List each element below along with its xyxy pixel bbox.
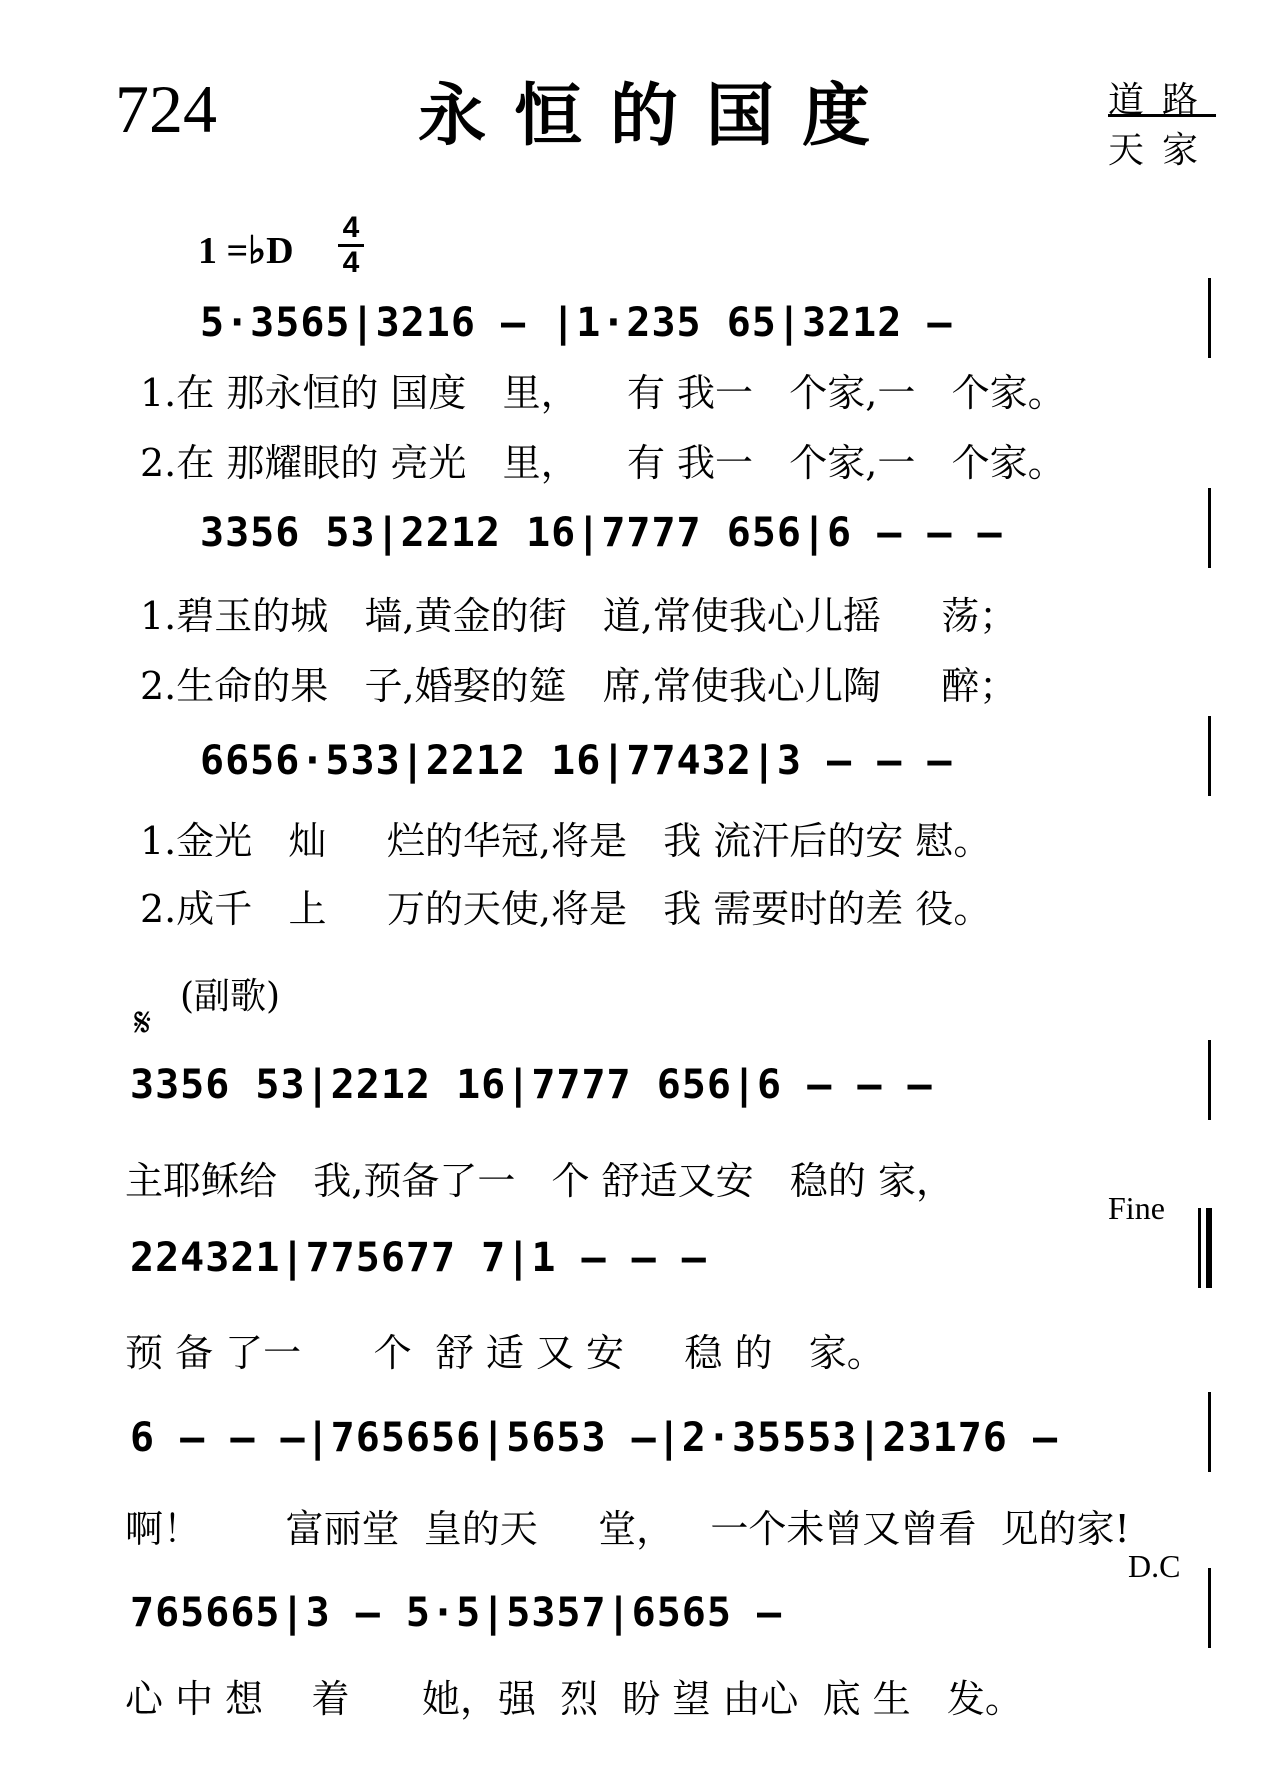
notation-line-7: 765665|3 – 5·5|5357|6565 – [130, 1590, 783, 1636]
key-signature: 1 =♭D [198, 230, 294, 272]
bar-final-thick [1206, 1208, 1212, 1288]
credit-line-2: 天家 [1108, 130, 1217, 171]
lyric-line-1-1: 1.在 那永恒的 国度 里， 有 我一 个家,一 个家。 [140, 371, 1066, 415]
chorus-label: (副歌) [180, 976, 281, 1017]
notation-line-6: 6 – – –|765656|5653 –|2·35553|23176 – [130, 1415, 1059, 1461]
credit-line-1: 道路 [1108, 80, 1217, 121]
lyric-line-4: 主耶稣给 我,预备了一 个 舒适又安 稳的 家， [125, 1159, 954, 1203]
notation-line-1: 5·3565|3216 – |1·235 65|3212 – [200, 300, 953, 346]
bar-end-2 [1208, 488, 1211, 568]
notation-line-4: 3356 53|2212 16|7777 656|6 – – – [130, 1062, 933, 1108]
bar-end-4 [1208, 1040, 1211, 1120]
bar-end-6 [1208, 1392, 1211, 1472]
bar-final-thin [1198, 1208, 1201, 1288]
segno-icon: 𝄋 [134, 1000, 152, 1046]
notation-line-5: 224321|775677 7|1 – – – [130, 1235, 707, 1281]
bar-end-7 [1208, 1568, 1211, 1648]
dc-marker: D.C [1128, 1548, 1181, 1584]
hymn-title: 永恒的国度 [418, 76, 899, 156]
lyric-line-3-2: 2.成千 上 万的天使,将是 我 需要时的差 役。 [140, 887, 992, 931]
lyric-line-6: 啊！ 富丽堂 皇的天 堂， 一个未曾又曾看 见的家! [125, 1507, 1130, 1551]
bar-end-3 [1208, 716, 1211, 796]
time-bottom: 4 [342, 246, 360, 279]
lyric-line-2-2: 2.生命的果 子,婚娶的筵 席,常使我心儿陶 醉； [140, 664, 1018, 708]
lyric-line-2-1: 1.碧玉的城 墙,黄金的街 道,常使我心儿摇 荡； [140, 594, 1018, 638]
notation-line-3: 6656·533|2212 16|77432|3 – – – [200, 738, 953, 784]
lyric-line-7: 心 中 想 着 她，强 烈 盼 望 由心 底 生 发。 [125, 1677, 1023, 1721]
time-top: 4 [342, 211, 360, 244]
lyric-line-1-2: 2.在 那耀眼的 亮光 里， 有 我一 个家,一 个家。 [140, 441, 1066, 485]
notation-line-2: 3356 53|2212 16|7777 656|6 – – – [200, 510, 1003, 556]
bar-end-1 [1208, 278, 1211, 358]
time-signature [338, 212, 364, 279]
lyric-line-3-1: 1.金光 灿 烂的华冠,将是 我 流汗后的安 慰。 [140, 819, 992, 863]
fine-marker: Fine [1108, 1190, 1165, 1226]
hymn-number: 724 [115, 71, 217, 147]
lyric-line-5: 预 备 了一 个 舒 适 又 安 稳 的 家。 [125, 1331, 885, 1375]
